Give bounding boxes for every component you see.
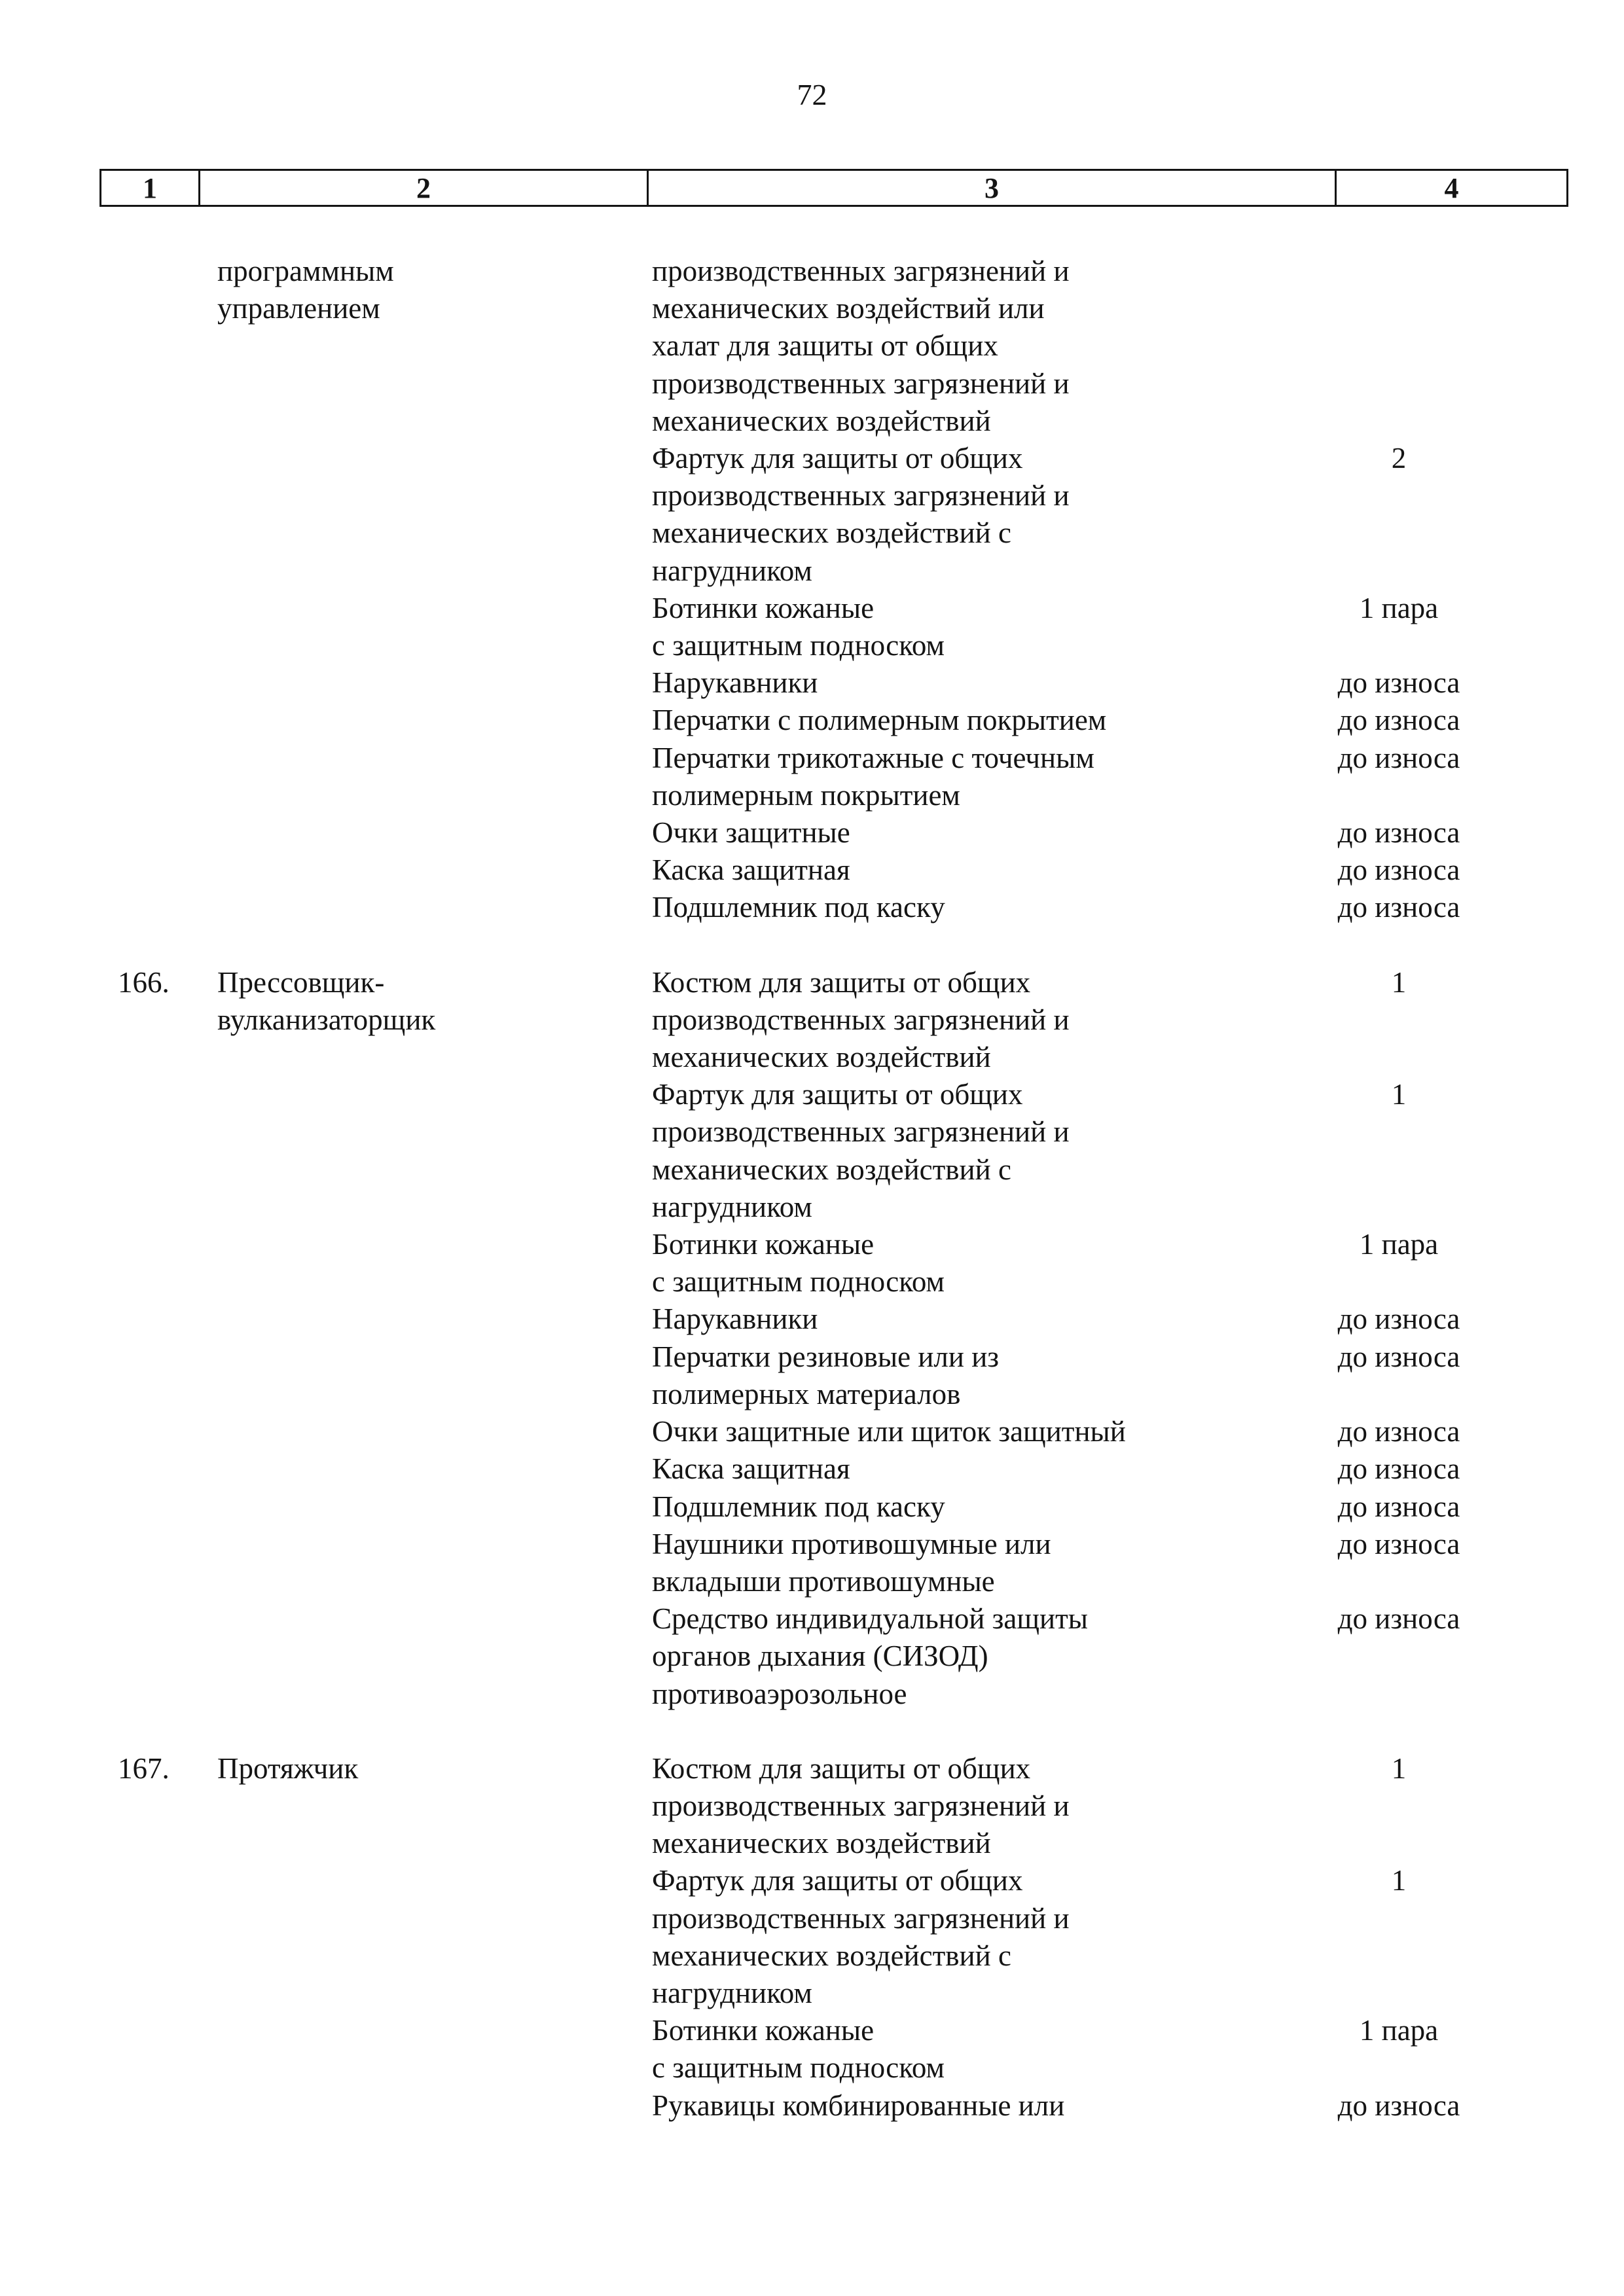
ppe-item-name-line: механических воздействий bbox=[652, 1041, 991, 1074]
ppe-item bbox=[652, 740, 1576, 814]
ppe-item bbox=[652, 1338, 1576, 1413]
ppe-item bbox=[652, 1488, 1576, 1526]
ppe-item-name bbox=[652, 1862, 1221, 2012]
ppe-item-name bbox=[652, 814, 1221, 852]
ppe-item-quantity: 1 bbox=[1391, 1864, 1407, 1897]
ppe-list bbox=[652, 1750, 1576, 2125]
ppe-item-name-line: нагрудником bbox=[652, 1190, 812, 1223]
ppe-item-name-line: производственных загрязнений и bbox=[652, 1901, 1070, 1935]
ppe-item-name-line: Подшлемник под каску bbox=[652, 891, 945, 924]
ppe-item-quantity: до износа bbox=[1337, 2089, 1460, 2122]
ppe-item-name-line: Средство индивидуальной защиты bbox=[652, 1602, 1089, 1636]
ppe-item bbox=[652, 664, 1576, 702]
ppe-item-name-line: Ботинки кожаные bbox=[652, 2014, 875, 2047]
ppe-item-name-line: Ботинки кожаные bbox=[652, 591, 875, 624]
column-header-4: 4 bbox=[1444, 171, 1459, 204]
ppe-item-quantity: 1 bbox=[1391, 965, 1407, 999]
ppe-item-name-line: нагрудником bbox=[652, 554, 812, 587]
ppe-item bbox=[652, 1600, 1576, 1713]
ppe-item-name-line: механических воздействий bbox=[652, 1827, 991, 1860]
ppe-item-name bbox=[652, 1413, 1221, 1450]
ppe-item-quantity: 2 bbox=[1391, 442, 1407, 475]
ppe-item-quantity: до износа bbox=[1337, 1340, 1460, 1373]
ppe-item-quantity: 1 пара bbox=[1359, 1228, 1439, 1261]
ppe-item-quantity: до износа bbox=[1337, 1527, 1460, 1560]
ppe-item-quantity: 1 bbox=[1391, 1078, 1407, 1111]
ppe-item-name-line: Нарукавники bbox=[652, 1302, 818, 1336]
profession-title bbox=[217, 253, 636, 327]
ppe-item-name-line: производственных загрязнений и bbox=[652, 367, 1070, 400]
ppe-item bbox=[652, 1413, 1576, 1450]
ppe-item-name bbox=[652, 964, 1221, 1077]
ppe-item-name bbox=[652, 702, 1221, 739]
ppe-item-quantity: до износа bbox=[1337, 704, 1460, 737]
ppe-item-name-line: Перчатки трикотажные с точечным bbox=[652, 741, 1094, 774]
ppe-item-name-line: Очки защитные или щиток защитный bbox=[652, 1415, 1126, 1448]
ppe-item-name-line: Костюм для защиты от общих bbox=[652, 965, 1031, 999]
ppe-item bbox=[652, 889, 1576, 926]
profession-title-line: Прессовщик- bbox=[217, 965, 385, 999]
ppe-item-quantity: до износа bbox=[1337, 816, 1460, 850]
ppe-item bbox=[652, 1450, 1576, 1488]
ppe-item-name-line: Нарукавники bbox=[652, 666, 818, 700]
page-number: 72 bbox=[797, 78, 827, 111]
ppe-item bbox=[652, 964, 1576, 1077]
table-row bbox=[0, 253, 1624, 927]
profession-title-line: вулканизаторщик bbox=[217, 1003, 436, 1036]
ppe-item-quantity: до износа bbox=[1337, 853, 1460, 887]
ppe-item-name-line: Каска защитная bbox=[652, 1452, 850, 1486]
ppe-list bbox=[652, 964, 1576, 1713]
profession-title-line: программным bbox=[217, 255, 394, 287]
ppe-item-name-line: органов дыхания (СИЗОД) bbox=[652, 1640, 988, 1673]
ppe-item-name-line: полимерных материалов bbox=[652, 1377, 961, 1410]
ppe-item-name bbox=[652, 664, 1221, 702]
ppe-item-name-line: механических воздействий с bbox=[652, 516, 1011, 550]
ppe-item bbox=[652, 1226, 1576, 1300]
ppe-item-name bbox=[652, 852, 1221, 889]
ppe-item-name-line: противоаэрозольное bbox=[652, 1677, 907, 1710]
ppe-item-quantity: до износа bbox=[1337, 1452, 1460, 1486]
table-body bbox=[0, 253, 1624, 2125]
ppe-item-name-line: Рукавицы комбинированные или bbox=[652, 2089, 1065, 2122]
ppe-item-name-line: механических воздействий или bbox=[652, 292, 1045, 325]
ppe-item-quantity: до износа bbox=[1337, 891, 1460, 924]
ppe-item-quantity: 1 пара bbox=[1359, 2014, 1439, 2047]
ppe-item-name bbox=[652, 2087, 1221, 2125]
column-header-3: 3 bbox=[649, 171, 1337, 205]
ppe-item-name-line: Каска защитная bbox=[652, 853, 850, 887]
profession-title-line: Протяжчик bbox=[217, 1751, 359, 1785]
ppe-item-name-line: Фартук для защиты от общих bbox=[652, 1078, 1023, 1111]
ppe-item-name bbox=[652, 1526, 1221, 1600]
ppe-item-name bbox=[652, 440, 1221, 590]
ppe-item bbox=[652, 1750, 1576, 1863]
ppe-item bbox=[652, 1076, 1576, 1226]
ppe-item-name-line: Подшлемник под каску bbox=[652, 1490, 945, 1523]
ppe-item-name-line: производственных загрязнений и bbox=[652, 1003, 1070, 1036]
table-row bbox=[0, 1750, 1624, 2125]
ppe-item bbox=[652, 440, 1576, 590]
ppe-item bbox=[652, 1300, 1576, 1338]
ppe-item-name bbox=[652, 590, 1221, 664]
ppe-item-name bbox=[652, 253, 1221, 440]
ppe-item-name-line: Костюм для защиты от общих bbox=[652, 1751, 1031, 1785]
ppe-item bbox=[652, 2012, 1576, 2087]
profession-title-line: управлением bbox=[217, 292, 380, 325]
ppe-item-quantity: до износа bbox=[1337, 1490, 1460, 1523]
ppe-item-name-line: производственных загрязнений и bbox=[652, 1115, 1070, 1149]
ppe-item-name bbox=[652, 2012, 1221, 2087]
ppe-item-name-line: механических воздействий bbox=[652, 404, 991, 437]
ppe-item-name bbox=[652, 740, 1221, 814]
ppe-item bbox=[652, 1862, 1576, 2012]
ppe-list bbox=[652, 253, 1576, 927]
ppe-item-name bbox=[652, 1750, 1221, 1863]
ppe-item-name-line: вкладыши противошумные bbox=[652, 1564, 995, 1598]
ppe-item-name bbox=[652, 1600, 1221, 1713]
ppe-item-quantity: 1 bbox=[1391, 1751, 1407, 1785]
ppe-item-name-line: производственных загрязнений и bbox=[652, 1789, 1070, 1822]
ppe-item-name-line: механических воздействий с bbox=[652, 1153, 1011, 1186]
ppe-item bbox=[652, 814, 1576, 852]
ppe-item-name bbox=[652, 1076, 1221, 1226]
ppe-item-quantity: до износа bbox=[1337, 1415, 1460, 1448]
ppe-item-name bbox=[652, 1300, 1221, 1338]
table-row bbox=[0, 964, 1624, 1713]
ppe-item-name bbox=[652, 1226, 1221, 1300]
ppe-item-name bbox=[652, 889, 1221, 926]
ppe-item bbox=[652, 590, 1576, 664]
ppe-item-name-line: производственных загрязнений и bbox=[652, 479, 1070, 512]
ppe-item-name-line: халат для защиты от общих bbox=[652, 329, 998, 363]
ppe-item bbox=[652, 702, 1576, 739]
ppe-item-quantity: до износа bbox=[1337, 1602, 1460, 1636]
ppe-item-name-line: Перчатки резиновые или из bbox=[652, 1340, 1000, 1373]
ppe-item-name-line: с защитным подноском bbox=[652, 1265, 945, 1299]
ppe-item bbox=[652, 2087, 1576, 2125]
ppe-item-name-line: Очки защитные bbox=[652, 816, 850, 850]
ppe-item-name bbox=[652, 1338, 1221, 1413]
ppe-item-name-line: Наушники противошумные или bbox=[652, 1527, 1051, 1560]
ppe-item-name bbox=[652, 1488, 1221, 1526]
profession-title bbox=[217, 964, 636, 1039]
column-header-1: 1 bbox=[101, 171, 200, 205]
ppe-item bbox=[652, 253, 1576, 440]
ppe-item-quantity: до износа bbox=[1337, 741, 1460, 774]
ppe-item-name-line: производственных загрязнений и bbox=[652, 255, 1070, 287]
ppe-item-name-line: Ботинки кожаные bbox=[652, 1228, 875, 1261]
row-number: 166. bbox=[118, 965, 170, 999]
ppe-item-name-line: Фартук для защиты от общих bbox=[652, 442, 1023, 475]
ppe-item-quantity: до износа bbox=[1337, 666, 1460, 700]
row-number: 167. bbox=[118, 1751, 170, 1785]
ppe-item-name-line: механических воздействий с bbox=[652, 1939, 1011, 1972]
ppe-item-name-line: Фартук для защиты от общих bbox=[652, 1864, 1023, 1897]
ppe-item-name-line: Перчатки с полимерным покрытием bbox=[652, 704, 1107, 737]
table-header bbox=[99, 169, 1568, 207]
ppe-item-name bbox=[652, 1450, 1221, 1488]
ppe-item-name-line: нагрудником bbox=[652, 1976, 812, 2009]
profession-title bbox=[217, 1750, 636, 1787]
ppe-item-name-line: полимерным покрытием bbox=[652, 778, 960, 812]
ppe-item-name-line: с защитным подноском bbox=[652, 2051, 945, 2085]
ppe-item-quantity: 1 пара bbox=[1359, 591, 1439, 624]
ppe-item bbox=[652, 1526, 1576, 1600]
ppe-item-quantity bbox=[1221, 253, 1576, 440]
column-header-2: 2 bbox=[200, 171, 649, 205]
ppe-item-name-line: с защитным подноском bbox=[652, 629, 945, 662]
ppe-item-quantity: до износа bbox=[1337, 1302, 1460, 1336]
ppe-item bbox=[652, 852, 1576, 889]
